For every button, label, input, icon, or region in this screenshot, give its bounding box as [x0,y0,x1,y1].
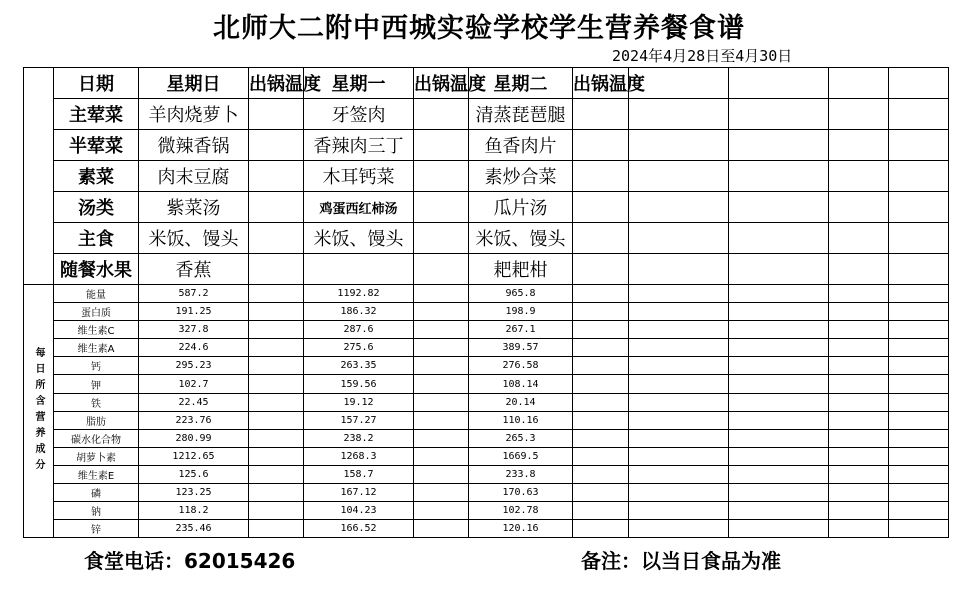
nutrient-value: 120.16 [469,520,573,538]
nutrition-row [24,484,949,502]
nutrition-row [24,411,949,429]
meal-label: 主荤菜 [54,99,139,130]
header-row [24,68,949,99]
nutrient-name: 维生素C [54,321,139,339]
nutrient-value: 108.14 [469,375,573,393]
nutrition-row [24,429,949,447]
nutrient-value: 170.63 [469,484,573,502]
nutrient-value: 1268.3 [304,447,414,465]
temp-label-monday: 出锅温度 [414,68,469,99]
page-title: 北师大二附中西城实验学校学生营养餐食谱 [213,13,745,44]
nutrient-value: 587.2 [139,285,249,303]
nutrient-value: 157.27 [304,411,414,429]
nutrition-group-label: 每日所含营养成分 [24,285,54,538]
nutrient-value: 1669.5 [469,447,573,465]
nutrient-value: 102.7 [139,375,249,393]
blank-left-cell [24,68,54,285]
dish-cell: 木耳钙菜 [304,161,414,192]
day-sunday: 星期日 [139,68,249,99]
nutrient-value: 235.46 [139,520,249,538]
day-monday: 星期一 [304,68,414,99]
nutrient-value: 167.12 [304,484,414,502]
nutrient-value: 327.8 [139,321,249,339]
nutrient-value: 275.6 [304,339,414,357]
nutrient-name: 锌 [54,520,139,538]
day-tuesday: 星期二 [469,68,573,99]
nutrition-row [24,375,949,393]
footer-note: 备注：以当日食品为准 [581,549,781,573]
meal-label: 素菜 [54,161,139,192]
meal-row [24,223,949,254]
nutrient-value: 223.76 [139,411,249,429]
nutrient-name: 碳水化合物 [54,429,139,447]
nutrient-value: 287.6 [304,321,414,339]
dish-cell: 耙耙柑 [469,254,573,285]
canteen-phone: 食堂电话：62015426 [84,549,296,573]
nutrition-row [24,447,949,465]
dish-cell: 微辣香锅 [139,130,249,161]
nutrition-row [24,285,949,303]
dish-cell [304,254,414,285]
dish-cell: 米饭、馒头 [304,223,414,254]
nutrient-value: 280.99 [139,429,249,447]
nutrient-name: 蛋白质 [54,303,139,321]
nutrient-name: 维生素A [54,339,139,357]
nutrient-value: 22.45 [139,393,249,411]
nutrient-name: 脂肪 [54,411,139,429]
nutrient-value: 123.25 [139,484,249,502]
dish-cell: 米饭、馒头 [469,223,573,254]
dish-cell: 羊肉烧萝卜 [139,99,249,130]
nutrient-value: 158.7 [304,465,414,483]
menu-table [23,67,949,538]
nutrient-value: 166.52 [304,520,414,538]
dish-cell: 香辣肉三丁 [304,130,414,161]
nutrient-value: 110.16 [469,411,573,429]
nutrient-name: 能量 [54,285,139,303]
nutrition-row [24,357,949,375]
nutrition-section [24,285,949,538]
nutrition-row [24,465,949,483]
nutrient-value: 118.2 [139,502,249,520]
nutrition-row [24,339,949,357]
temp-label-sunday: 出锅温度 [249,68,304,99]
dish-cell: 肉末豆腐 [139,161,249,192]
nutrition-row [24,303,949,321]
nutrient-value: 102.78 [469,502,573,520]
meal-row [24,161,949,192]
nutrient-value: 224.6 [139,339,249,357]
nutrient-name: 钙 [54,357,139,375]
nutrient-value: 19.12 [304,393,414,411]
nutrient-value: 125.6 [139,465,249,483]
nutrient-value: 276.58 [469,357,573,375]
nutrient-value: 267.1 [469,321,573,339]
dish-cell: 瓜片汤 [469,192,573,223]
nutrient-value: 1192.82 [304,285,414,303]
date-label: 日期 [54,68,139,99]
nutrient-name: 钠 [54,502,139,520]
dish-cell: 鸡蛋西红柿汤 [304,192,414,223]
meal-row [24,130,949,161]
dish-cell: 清蒸琵琶腿 [469,99,573,130]
nutrient-value: 965.8 [469,285,573,303]
nutrient-value: 191.25 [139,303,249,321]
meal-row [24,192,949,223]
nutrient-name: 维生素E [54,465,139,483]
nutrient-value: 104.23 [304,502,414,520]
nutrient-name: 胡萝卜素 [54,447,139,465]
meal-label: 随餐水果 [54,254,139,285]
nutrient-value: 233.8 [469,465,573,483]
dish-cell: 紫菜汤 [139,192,249,223]
nutrient-value: 159.56 [304,375,414,393]
nutrition-row [24,520,949,538]
dish-cell: 素炒合菜 [469,161,573,192]
meal-label: 汤类 [54,192,139,223]
dish-cell: 牙签肉 [304,99,414,130]
nutrient-value: 389.57 [469,339,573,357]
dish-cell: 鱼香肉片 [469,130,573,161]
meal-row [24,254,949,285]
nutrient-value: 198.9 [469,303,573,321]
date-range: 2024年4月28日至4月30日 [612,47,793,65]
nutrition-row [24,393,949,411]
nutrient-value: 265.3 [469,429,573,447]
nutrient-name: 铁 [54,393,139,411]
nutrient-value: 20.14 [469,393,573,411]
nutrition-row [24,321,949,339]
nutrient-value: 238.2 [304,429,414,447]
nutrient-name: 钾 [54,375,139,393]
meal-row [24,99,949,130]
nutrient-value: 1212.65 [139,447,249,465]
nutrient-name: 磷 [54,484,139,502]
dish-cell: 香蕉 [139,254,249,285]
nutrient-value: 186.32 [304,303,414,321]
nutrient-value: 263.35 [304,357,414,375]
meal-label: 主食 [54,223,139,254]
nutrition-row [24,502,949,520]
temp-label-tuesday: 出锅温度 [573,68,629,99]
meal-label: 半荤菜 [54,130,139,161]
dish-cell: 米饭、馒头 [139,223,249,254]
nutrient-value: 295.23 [139,357,249,375]
